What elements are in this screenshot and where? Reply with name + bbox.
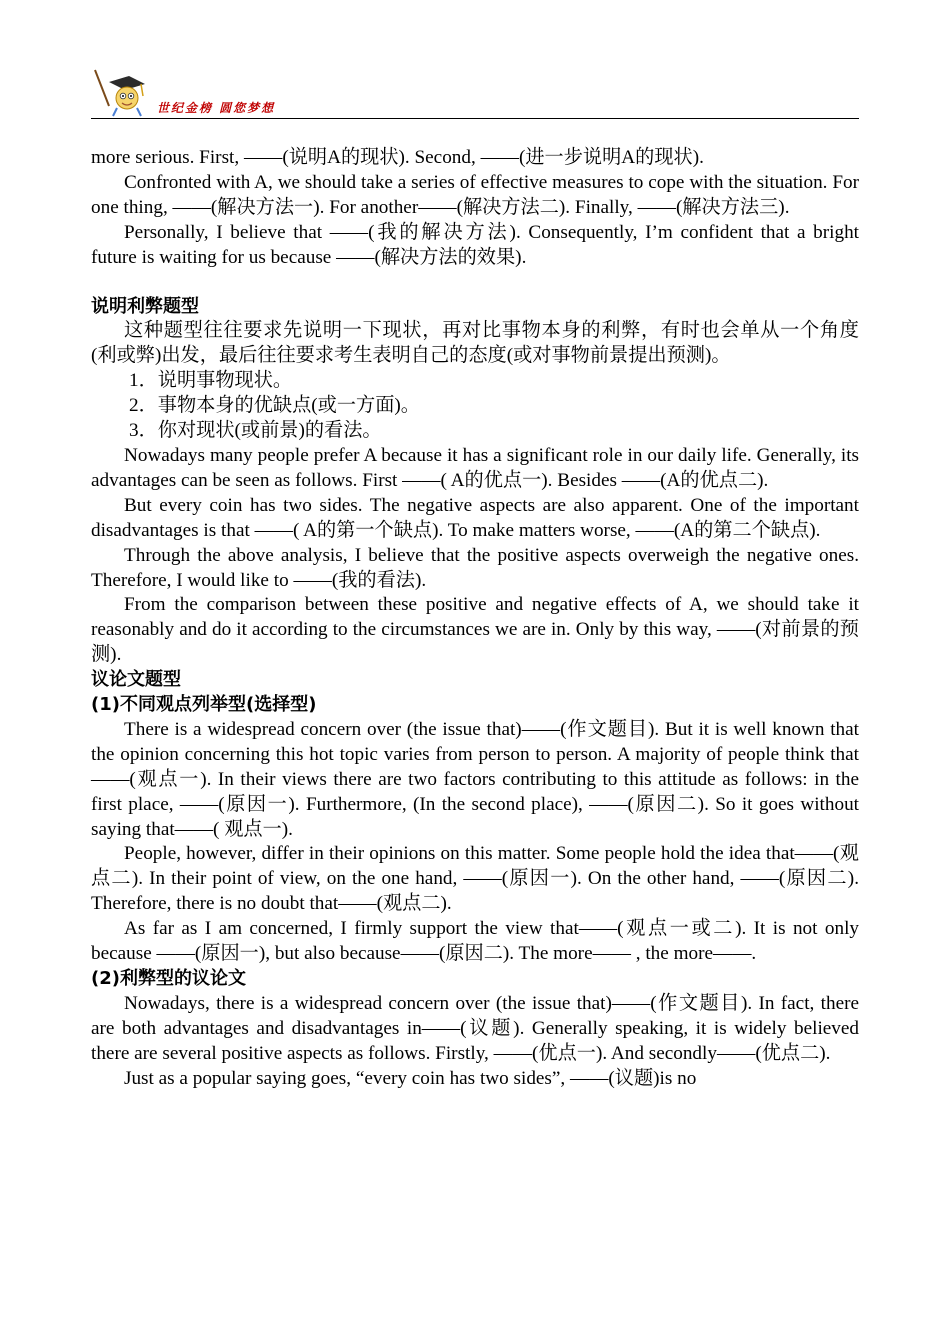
paragraph: But every coin has two sides. The negative aspects are also apparent. One of the important disadvantages is that ——( A的第一个缺点). To make matters worse, ——(A的第二个缺点). bbox=[91, 494, 859, 541]
spacer bbox=[91, 271, 859, 295]
paragraph: more serious. First, ——(说明A的现状). Second, ——(进一步说明A的现状). bbox=[91, 147, 704, 168]
header-divider bbox=[91, 118, 859, 119]
subsection-heading: (1)不同观点列举型(选择型) bbox=[91, 694, 317, 716]
page-header bbox=[91, 66, 859, 120]
section-heading: 说明利弊题型 bbox=[91, 295, 199, 317]
paragraph: Nowadays, there is a widespread concern over (the issue that)——(作文题目). In fact, there are both advantages and disadvantages in——(议题). Generally speaking, it is widely believed there are several positive aspects as follows. Firstly, ——(优点一). And secondly——(优点二). bbox=[91, 992, 859, 1064]
document-body bbox=[91, 146, 859, 1092]
paragraph: Nowadays many people prefer A because it has a significant role in our daily life. Generally, its advantages can be seen as follows. First ——( A的优点一). Besides ——(A的优点二). bbox=[91, 444, 859, 491]
paragraph: From the comparison between these positive and negative effects of A, we should take it reasonably and do it according to the circumstances we are in. Only by this way, ——(对前景的预测). bbox=[91, 594, 859, 666]
section-heading: 议论文题型 bbox=[91, 669, 181, 691]
brand-slogan: 世纪金榜 圆您梦想 bbox=[157, 101, 276, 115]
paragraph: There is a widespread concern over (the issue that)——(作文题目). But it is well known that the opinion concerning this hot topic varies from person to person. A majority of people think that——(观点一). In their views there are two factors contributing to this attitude as follows: in the first place, ——(原因一). Furthermore, (In the second place), ——(原因二). So it goes without saying that——( 观点一). bbox=[91, 718, 859, 840]
list-item: 3．你对现状(或前景)的看法。 bbox=[129, 420, 382, 442]
paragraph: As far as I am concerned, I firmly support the view that——(观点一或二). It is not only because ——(原因一), but also because——(原因二). The more—— , the more——. bbox=[91, 918, 859, 965]
list-item: 1．说明事物现状。 bbox=[129, 370, 293, 392]
scholar-mascot-icon bbox=[91, 66, 151, 118]
paragraph: Just as a popular saying goes, “every coin has two sides”, ——(议题)is no bbox=[124, 1067, 697, 1089]
list-item: 2．事物本身的优缺点(或一方面)。 bbox=[129, 395, 420, 417]
subsection-heading: (2)利弊型的议论文 bbox=[91, 968, 246, 989]
paragraph: Through the above analysis, I believe that the positive aspects overweigh the negative ones. Therefore, I would like to ——(我的看法). bbox=[91, 544, 859, 591]
paragraph: Personally, I believe that ——(我的解决方法). Consequently, I’m confident that a bright future is waiting for us because ——(解决方法的效果). bbox=[91, 221, 859, 268]
paragraph: People, however, differ in their opinions on this matter. Some people hold the idea that——(观点二). In their point of view, on the one hand, ——(原因一). On the other hand, ——(原因二). Therefore, there is no doubt that——(观点二). bbox=[91, 843, 859, 915]
paragraph: Confronted with A, we should take a series of effective measures to cope with the situation. For one thing, ——(解决方法一). For another——(解决方法二). Finally, ——(解决方法三). bbox=[91, 171, 859, 218]
paragraph: 这种题型往往要求先说明一下现状，再对比事物本身的利弊，有时也会单从一个角度(利或弊)出发，最后往往要求考生表明自己的态度(或对事物前景提出预测)。 bbox=[91, 320, 859, 367]
